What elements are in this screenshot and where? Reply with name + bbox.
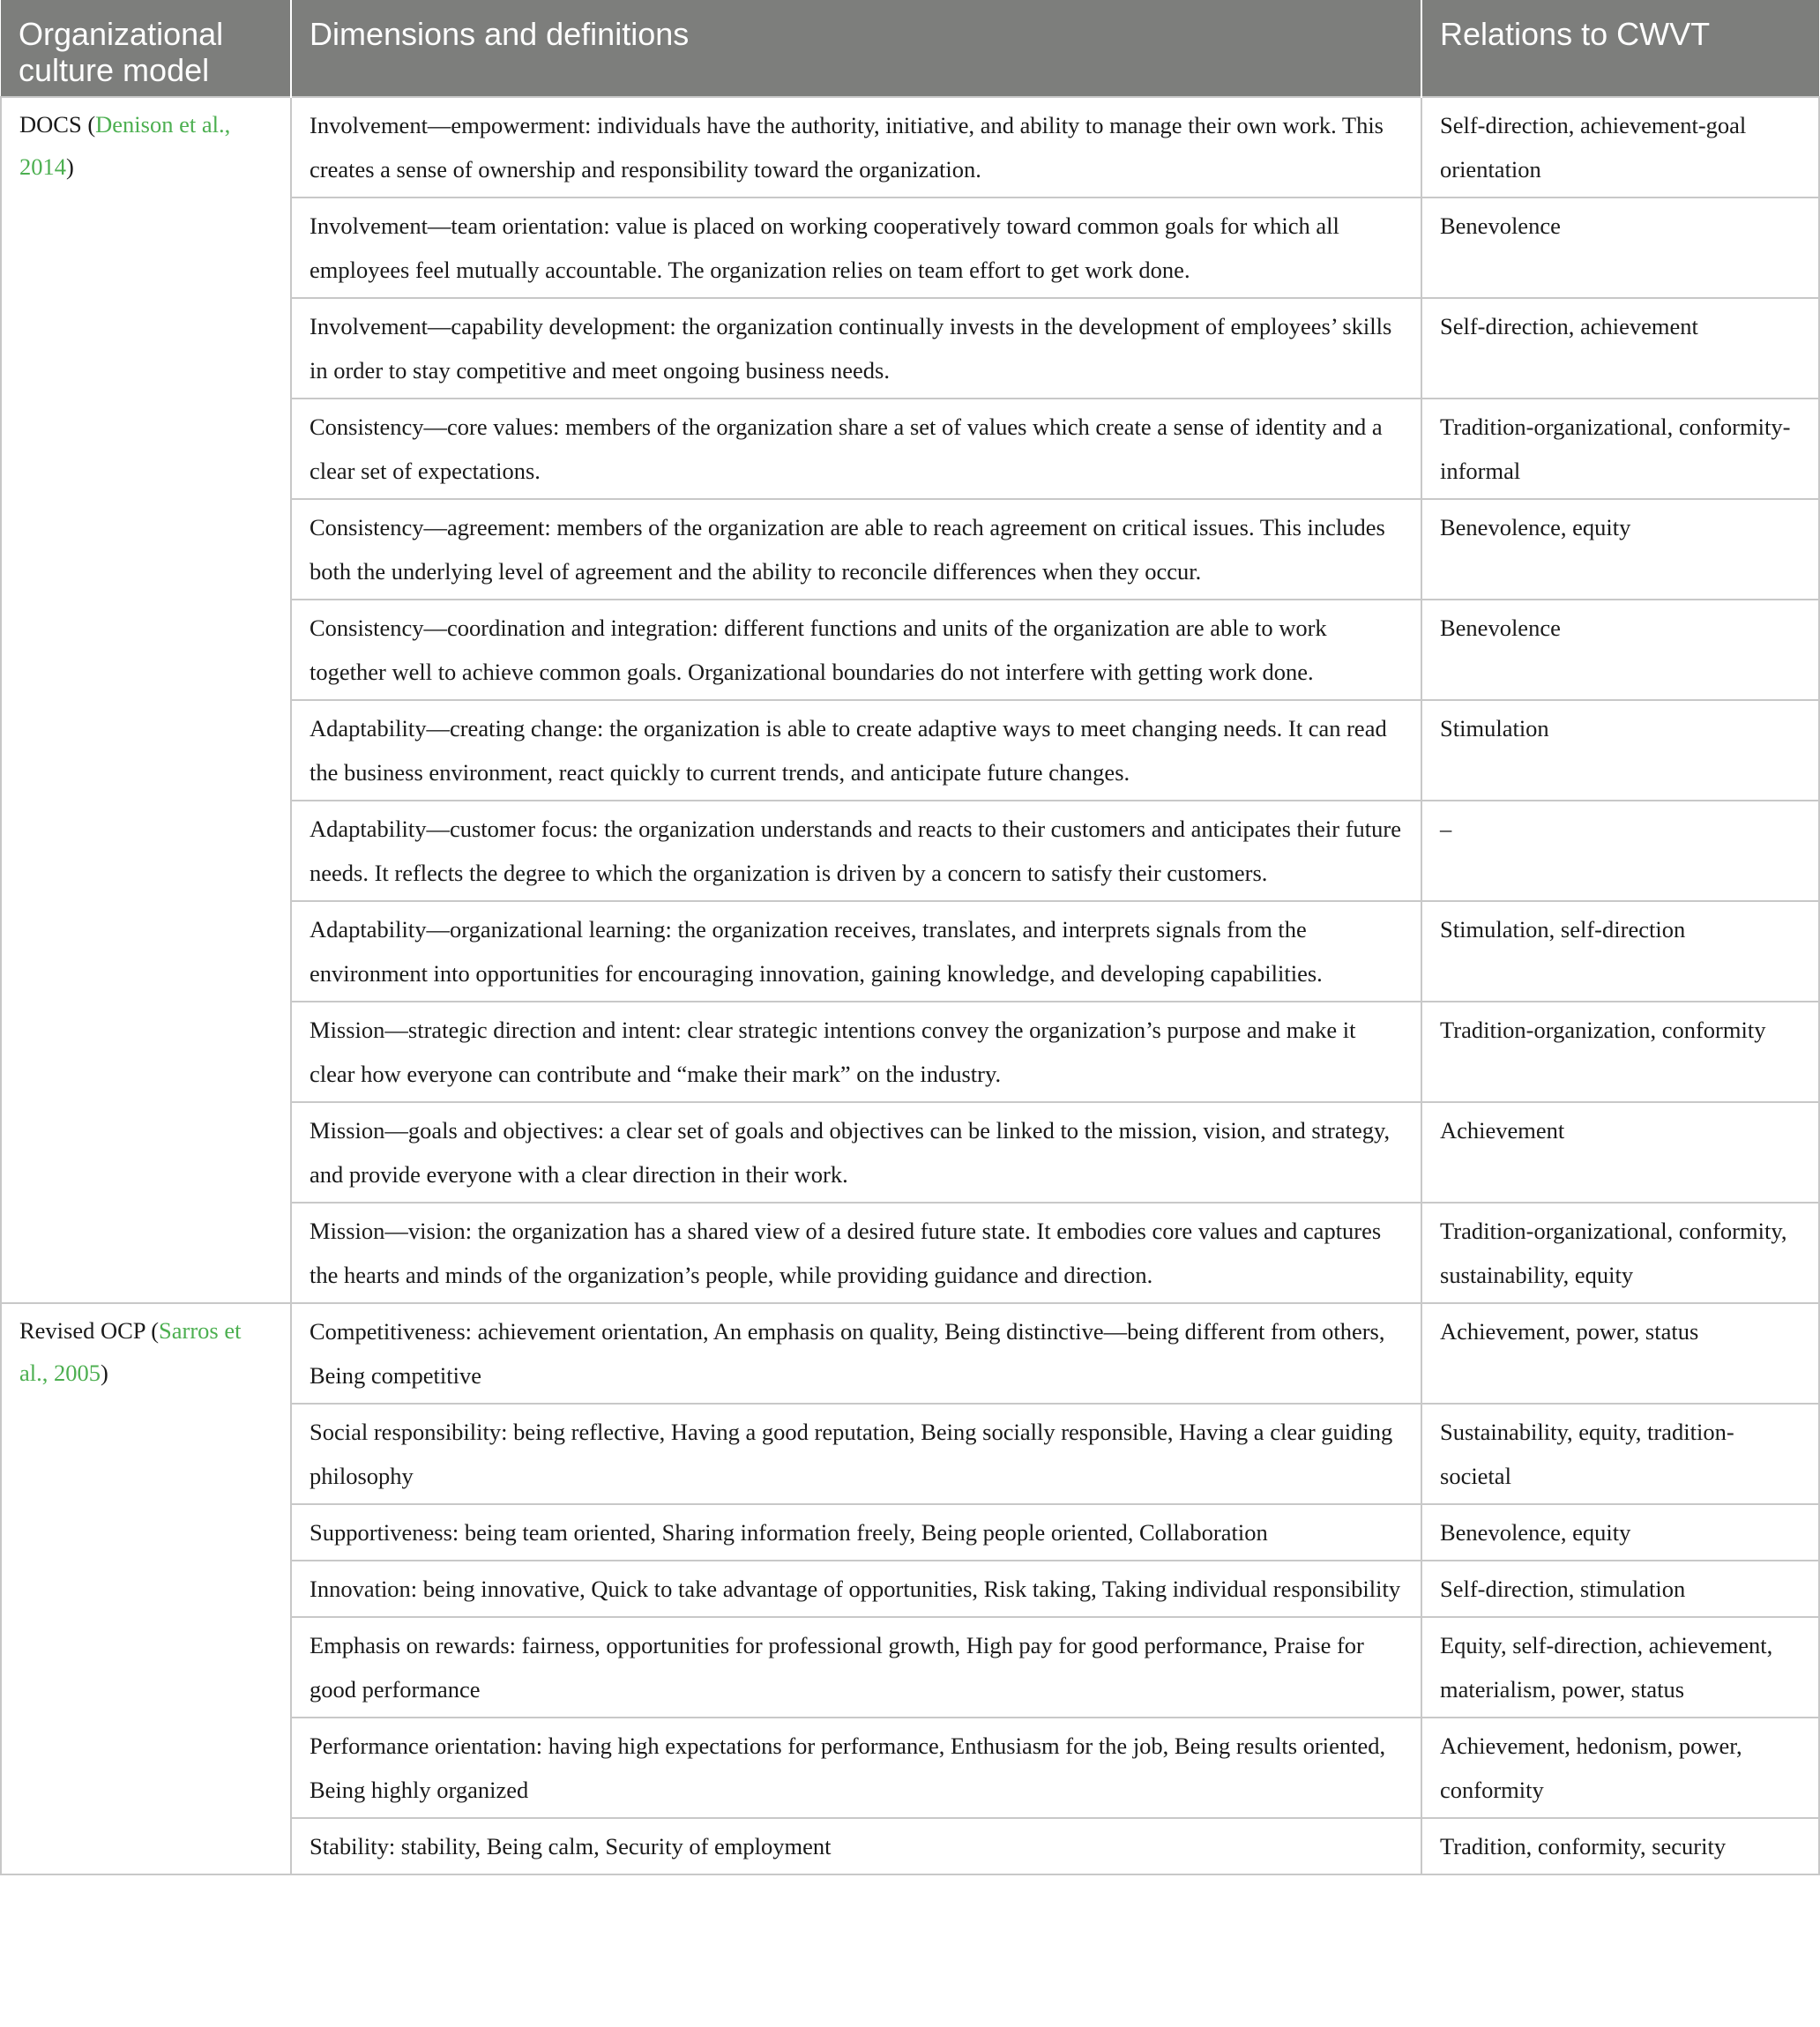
definition-cell: Mission—strategic direction and intent: clear strategic intentions convey the organization’s purpose and make it clear how everyone can contribute and “make their mark” on the industry.	[291, 1002, 1421, 1102]
definition-cell: Innovation: being innovative, Quick to take advantage of opportunities, Risk taking, Taking individual responsibility	[291, 1561, 1421, 1617]
model-open-paren: (	[145, 1317, 160, 1344]
header-row	[1, 0, 1819, 97]
relation-cell: Benevolence	[1421, 197, 1819, 298]
model-close-paren: )	[66, 153, 74, 180]
model-open-paren: (	[81, 111, 96, 138]
definition-cell: Mission—vision: the organization has a shared view of a desired future state. It embodies core values and captures the hearts and minds of the organization’s people, while providing guidance and direction.	[291, 1203, 1421, 1303]
definition-cell: Adaptability—creating change: the organization is able to create adaptive ways to meet changing needs. It can read the business environment, react quickly to current trends, and anticipate future changes.	[291, 700, 1421, 801]
header-relations: Relations to CWVT	[1421, 0, 1819, 97]
relation-cell: Self-direction, achievement	[1421, 298, 1819, 399]
relation-cell: Achievement, power, status	[1421, 1303, 1819, 1404]
definition-cell: Emphasis on rewards: fairness, opportunities for professional growth, High pay for good performance, Praise for good performance	[291, 1617, 1421, 1718]
model-citation-link[interactable]: Denison et al., 2014	[19, 111, 231, 180]
relation-cell: Self-direction, stimulation	[1421, 1561, 1819, 1617]
relation-cell: Benevolence, equity	[1421, 499, 1819, 600]
definition-cell: Mission—goals and objectives: a clear set of goals and objectives can be linked to the mission, vision, and strategy, and provide everyone with a clear direction in their work.	[291, 1102, 1421, 1203]
relation-cell: Benevolence	[1421, 600, 1819, 700]
model-citation-link[interactable]: Sarros et al., 2005	[19, 1317, 242, 1386]
relation-cell: Tradition, conformity, security	[1421, 1818, 1819, 1874]
definition-cell: Consistency—coordination and integration: different functions and units of the organization are able to work together well to achieve common goals. Organizational boundaries do not interfere with getting work done.	[291, 600, 1421, 700]
definition-cell: Consistency—core values: members of the organization share a set of values which create a sense of identity and a clear set of expectations.	[291, 399, 1421, 499]
table-body	[1, 97, 1819, 1874]
model-name: Revised OCP	[19, 1317, 145, 1344]
relation-cell: Benevolence, equity	[1421, 1504, 1819, 1561]
model-close-paren: )	[101, 1360, 108, 1386]
definition-cell: Consistency—agreement: members of the organization are able to reach agreement on critical issues. This includes both the underlying level of agreement and the ability to reconcile differences when they occur.	[291, 499, 1421, 600]
table-row	[1, 1303, 1819, 1404]
definition-cell: Competitiveness: achievement orientation, An emphasis on quality, Being distinctive—being different from others, Being competitive	[291, 1303, 1421, 1404]
header-definitions: Dimensions and definitions	[291, 0, 1421, 97]
table-row	[1, 97, 1819, 197]
definition-cell: Adaptability—customer focus: the organization understands and reacts to their customers and anticipates their future needs. It reflects the degree to which the organization is driven by a concern to satisfy their customers.	[291, 801, 1421, 901]
relation-cell: Sustainability, equity, tradition-societal	[1421, 1404, 1819, 1504]
relation-cell: Stimulation, self-direction	[1421, 901, 1819, 1002]
relation-cell: Tradition-organizational, conformity, sustainability, equity	[1421, 1203, 1819, 1303]
relation-cell: Achievement, hedonism, power, conformity	[1421, 1718, 1819, 1818]
relation-cell: –	[1421, 801, 1819, 901]
relation-cell: Tradition-organizational, conformity-informal	[1421, 399, 1819, 499]
definition-cell: Involvement—capability development: the organization continually invests in the development of employees’ skills in order to stay competitive and meet ongoing business needs.	[291, 298, 1421, 399]
relation-cell: Equity, self-direction, achievement, materialism, power, status	[1421, 1617, 1819, 1718]
definition-cell: Performance orientation: having high expectations for performance, Enthusiasm for the job, Being results oriented, Being highly organized	[291, 1718, 1421, 1818]
table-header	[1, 0, 1819, 97]
model-cell	[1, 97, 291, 1303]
relation-cell: Self-direction, achievement-goal orientation	[1421, 97, 1819, 197]
header-model: Organizational culture model	[1, 0, 291, 97]
definition-cell: Adaptability—organizational learning: the organization receives, translates, and interprets signals from the environment into opportunities for encouraging innovation, gaining knowledge, and developing capabilities.	[291, 901, 1421, 1002]
relation-cell: Achievement	[1421, 1102, 1819, 1203]
relation-cell: Tradition-organization, conformity	[1421, 1002, 1819, 1102]
definition-cell: Social responsibility: being reflective, Having a good reputation, Being socially responsible, Having a clear guiding philosophy	[291, 1404, 1421, 1504]
definition-cell: Supportiveness: being team oriented, Sharing information freely, Being people oriented, Collaboration	[291, 1504, 1421, 1561]
model-name: DOCS	[19, 111, 82, 138]
definition-cell: Involvement—empowerment: individuals have the authority, initiative, and ability to manage their own work. This creates a sense of ownership and responsibility toward the organization.	[291, 97, 1421, 197]
definition-cell: Involvement—team orientation: value is placed on working cooperatively toward common goals for which all employees feel mutually accountable. The organization relies on team effort to get work done.	[291, 197, 1421, 298]
model-cell	[1, 1303, 291, 1874]
relation-cell: Stimulation	[1421, 700, 1819, 801]
definition-cell: Stability: stability, Being calm, Security of employment	[291, 1818, 1421, 1874]
